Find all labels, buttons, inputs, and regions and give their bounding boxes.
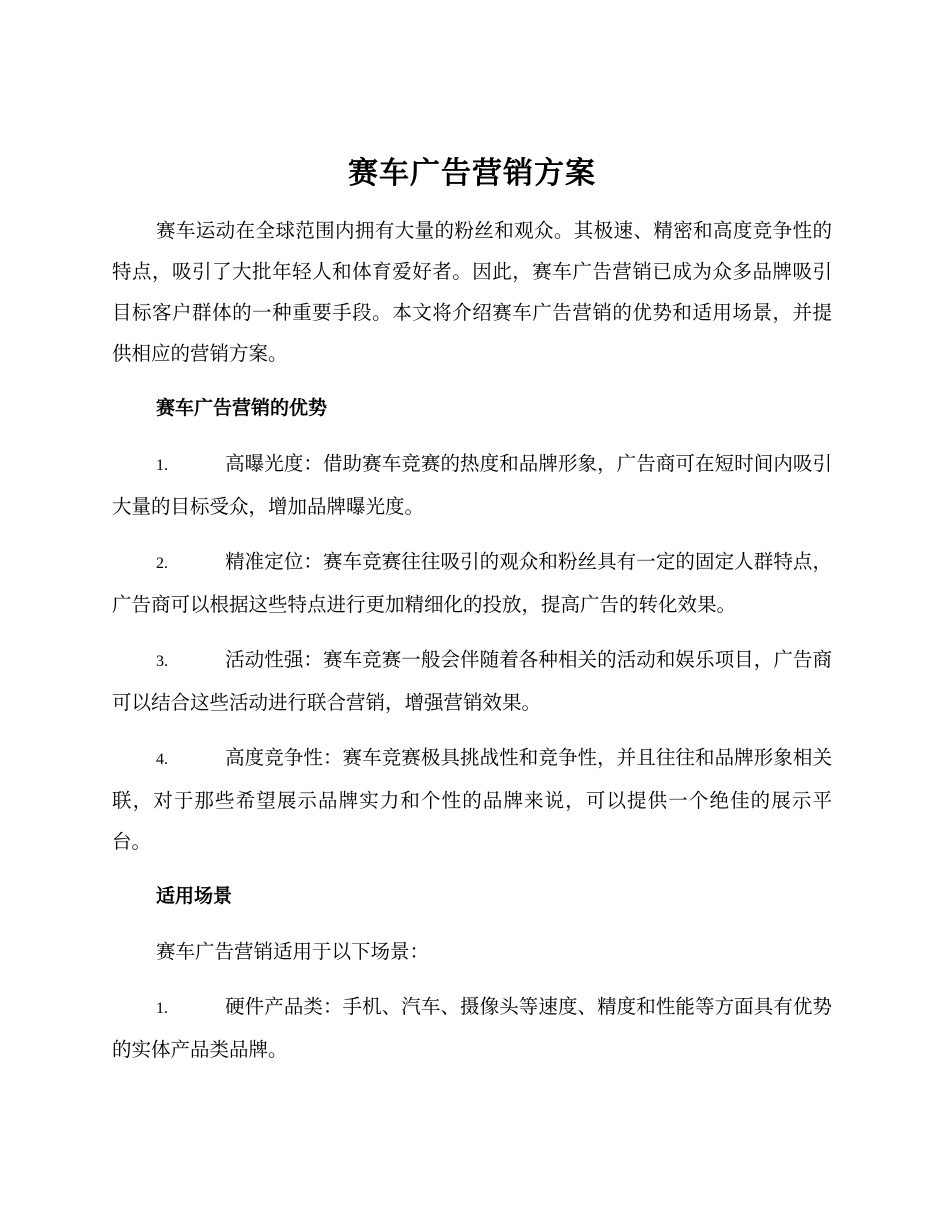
list-item-text: 活动性强：赛车竞赛一般会伴随着各种相关的活动和娱乐项目，广告商可以结合这些活动进行联合营销，增强营销效果。 [112,648,832,714]
list-item-text: 高曝光度：借助赛车竞赛的热度和品牌形象，广告商可在短时间内吸引大量的目标受众，增加品牌曝光度。 [112,452,832,518]
list-item [112,639,832,723]
list-item-number: 3. [156,653,168,670]
document-page [112,150,832,1070]
list-item [112,541,832,625]
list-item [112,737,832,862]
list-item-number: 1. [156,1000,168,1017]
list-item-text: 高度竞争性：赛车竞赛极具挑战性和竞争性，并且往往和品牌形象相关联，对于那些希望展示品牌实力和个性的品牌来说，可以提供一个绝佳的展示平台。 [112,746,832,853]
list-item [112,986,832,1070]
list-item-number: 2. [156,555,168,572]
section-heading-scenarios: 适用场景 [156,885,233,907]
list-item [112,443,832,527]
scenarios-lead-paragraph: 赛车广告营销适用于以下场景： [156,940,430,963]
intro-paragraph: 赛车运动在全球范围内拥有大量的粉丝和观众。其极速、精密和高度竞争性的特点，吸引了大批年轻人和体育爱好者。因此，赛车广告营销已成为众多品牌吸引目标客户群体的一种重要手段。本文将介绍赛车广告营销的优势和适用场景，并提供相应的营销方案。 [112,219,832,365]
list-item-number: 1. [156,457,168,474]
section-heading-advantages: 赛车广告营销的优势 [156,397,328,419]
document-title: 赛车广告营销方案 [348,156,596,191]
list-item-number: 4. [156,751,168,768]
list-item-text: 精准定位：赛车竞赛往往吸引的观众和粉丝具有一定的固定人群特点，广告商可以根据这些特点进行更加精细化的投放，提高广告的转化效果。 [112,550,832,616]
list-item-text: 硬件产品类：手机、汽车、摄像头等速度、精度和性能等方面具有优势的实体产品类品牌。 [112,995,832,1061]
